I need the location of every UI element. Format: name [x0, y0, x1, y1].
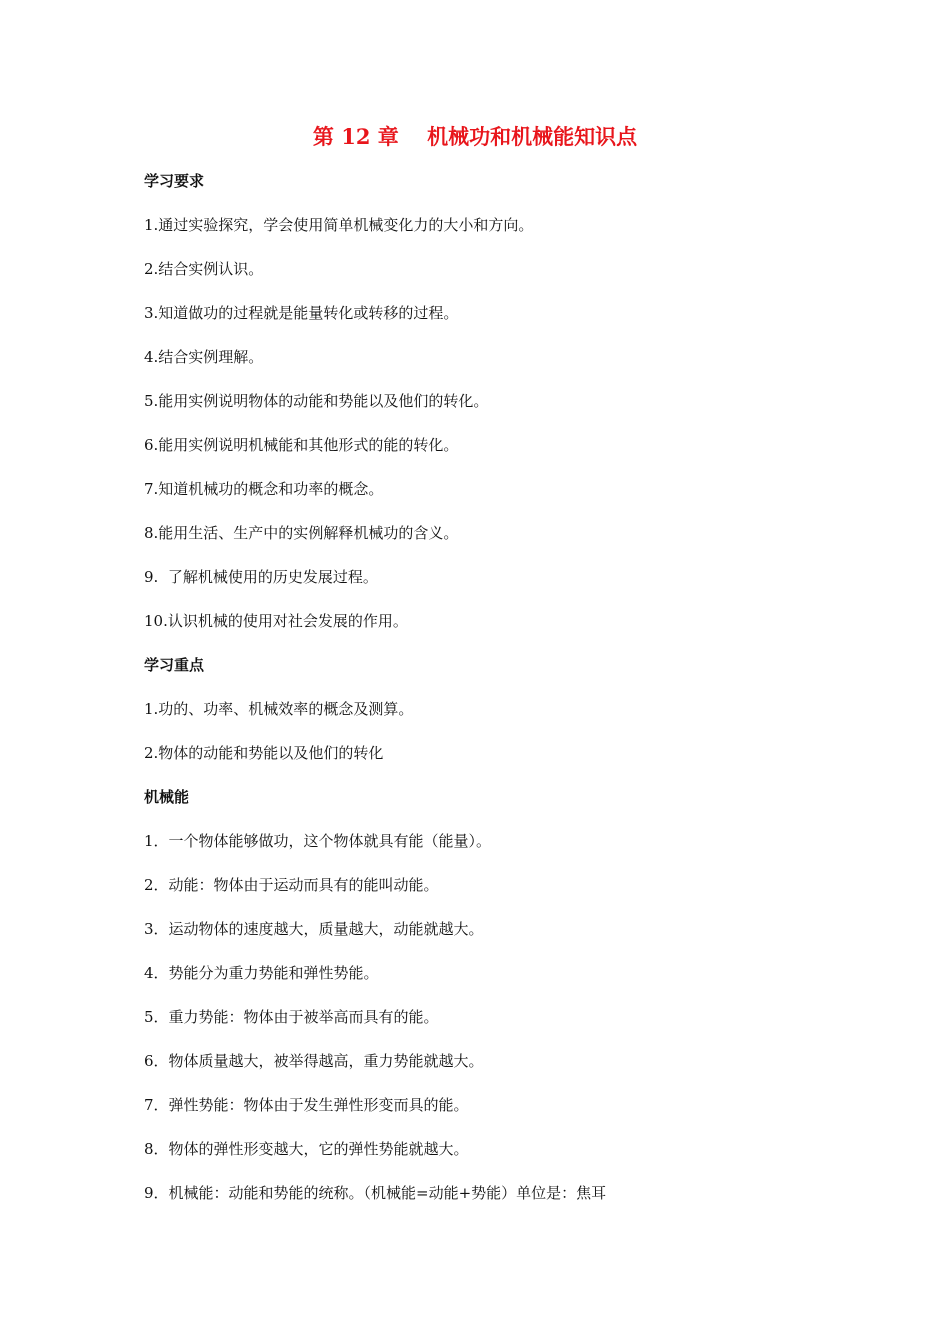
list-item: 1.通过实验探究，学会使用简单机械变化力的大小和方向。	[144, 216, 534, 234]
list-item: 5.能用实例说明物体的动能和势能以及他们的转化。	[144, 392, 489, 410]
page-title: 第 12 章 机械功和机械能知识点	[312, 124, 638, 149]
document-body	[144, 167, 824, 1223]
list-item: 3．运动物体的速度越大，质量越大，动能就越大。	[144, 920, 484, 938]
list-item: 6.能用实例说明机械能和其他形式的能的转化。	[144, 436, 459, 454]
list-item: 4．势能分为重力势能和弹性势能。	[144, 964, 379, 982]
list-item: 3.知道做功的过程就是能量转化或转移的过程。	[144, 304, 459, 322]
list-item: 2.物体的动能和势能以及他们的转化	[144, 744, 384, 762]
list-item: 1.功的、功率、机械效率的概念及测算。	[144, 700, 414, 718]
list-item: 6．物体质量越大，被举得越高，重力势能就越大。	[144, 1052, 484, 1070]
list-item: 10.认识机械的使用对社会发展的作用。	[144, 612, 408, 630]
section-heading-key-points: 学习重点	[144, 656, 205, 674]
list-item: 9．机械能：动能和势能的统称。（机械能=动能+势能）单位是：焦耳	[144, 1184, 607, 1202]
list-item: 8．物体的弹性形变越大，它的弹性势能就越大。	[144, 1140, 469, 1158]
section-heading-mechanical-energy: 机械能	[144, 788, 190, 806]
list-item: 2.结合实例认识。	[144, 260, 264, 278]
list-item: 7．弹性势能：物体由于发生弹性形变而具的能。	[144, 1096, 469, 1114]
list-item: 8.能用生活、生产中的实例解释机械功的含义。	[144, 524, 459, 542]
list-item: 2．动能：物体由于运动而具有的能叫动能。	[144, 876, 439, 894]
list-item: 4.结合实例理解。	[144, 348, 264, 366]
list-item: 7.知道机械功的概念和功率的概念。	[144, 480, 384, 498]
list-item: 5．重力势能：物体由于被举高而具有的能。	[144, 1008, 439, 1026]
list-item: 9. 了解机械使用的历史发展过程。	[144, 568, 378, 586]
section-heading-requirements: 学习要求	[144, 172, 205, 190]
list-item: 1．一个物体能够做功，这个物体就具有能（能量）。	[144, 832, 492, 850]
